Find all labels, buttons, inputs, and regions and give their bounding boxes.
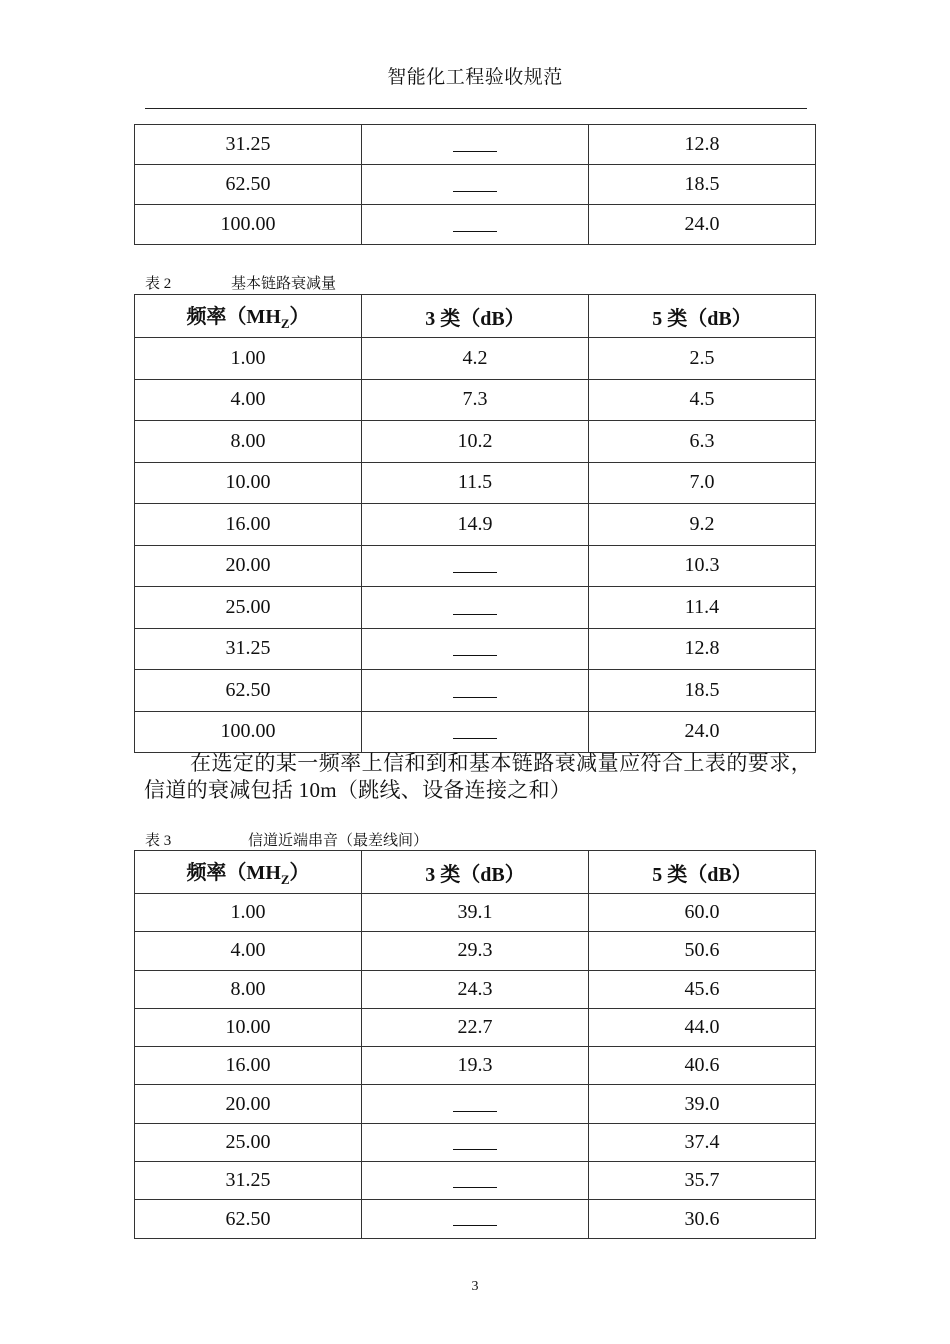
blank-line (453, 139, 497, 152)
table-cell: 31.25 (135, 628, 362, 670)
table-cell: 4.00 (135, 379, 362, 421)
table-cell: 20.00 (135, 545, 362, 587)
table-row (135, 670, 816, 712)
table-cell: 9.2 (589, 504, 816, 546)
table-2-caption (145, 272, 336, 293)
table-cell: 62.50 (135, 1200, 362, 1238)
table-row (135, 205, 816, 245)
table-row (135, 1008, 816, 1046)
table-cell: 44.0 (589, 1008, 816, 1046)
table-cell: 31.25 (135, 125, 362, 165)
table-cell: 8.00 (135, 421, 362, 463)
table-cell: 2.5 (589, 338, 816, 380)
empty-dash-cell (362, 711, 589, 753)
table-cell: 24.0 (589, 711, 816, 753)
table-cell: 16.00 (135, 504, 362, 546)
empty-dash-cell (362, 545, 589, 587)
table-cell: 62.50 (135, 670, 362, 712)
empty-dash-cell (362, 1162, 589, 1200)
page-header-title: 智能化工程验收规范 (387, 67, 563, 88)
table-2-basic-link-attenuation (134, 294, 816, 753)
table-cell: 50.6 (589, 932, 816, 970)
table-2-caption-title: 基本链路衰减量 (231, 276, 337, 292)
blank-line (453, 643, 497, 656)
table-row (135, 1123, 816, 1161)
table-row (135, 1085, 816, 1123)
table-cell: 39.0 (589, 1085, 816, 1123)
table-row (135, 970, 816, 1008)
empty-dash-cell (362, 628, 589, 670)
table-cell: 22.7 (362, 1008, 589, 1046)
table-cell: 10.00 (135, 462, 362, 504)
empty-dash-cell (362, 587, 589, 629)
table-cell: 8.00 (135, 970, 362, 1008)
table-cell: 62.50 (135, 165, 362, 205)
table-3-caption-title: 信道近端串音（最差线间） (248, 833, 429, 849)
table-cell: 25.00 (135, 1123, 362, 1161)
table-cell: 25.00 (135, 587, 362, 629)
table-header-row (135, 295, 816, 338)
table-row (135, 894, 816, 932)
table-cell: 6.3 (589, 421, 816, 463)
table-cell: 31.25 (135, 1162, 362, 1200)
table-cell: 4.5 (589, 379, 816, 421)
empty-dash-cell (362, 165, 589, 205)
table-cell: 24.0 (589, 205, 816, 245)
blank-line (453, 560, 497, 573)
empty-dash-cell (362, 670, 589, 712)
body-paragraph: 在选定的某一频率上信和到和基本链路衰减量应符合上表的要求，信道的衰减包括 10m（跳线、设备连接之和） (144, 751, 812, 802)
table-cell: 10.3 (589, 545, 816, 587)
empty-dash-cell (362, 1123, 589, 1161)
table-row (135, 545, 816, 587)
table-row (135, 462, 816, 504)
table-row (135, 711, 816, 753)
table-row (135, 1162, 816, 1200)
header-frequency: 频率$(MH_Z)$ (135, 851, 362, 894)
table-1-continued (134, 124, 816, 245)
table-cell: 40.6 (589, 1047, 816, 1085)
table-row (135, 628, 816, 670)
blank-line (453, 726, 497, 739)
table-row (135, 338, 816, 380)
table-row (135, 932, 816, 970)
blank-line (453, 179, 497, 192)
table-row (135, 125, 816, 165)
blank-line (453, 1099, 497, 1112)
table-cell: 10.00 (135, 1008, 362, 1046)
table-cell: 14.9 (362, 504, 589, 546)
table-cell: 4.2 (362, 338, 589, 380)
table-row (135, 504, 816, 546)
table-cell: 18.5 (589, 670, 816, 712)
empty-dash-cell (362, 125, 589, 165)
table-row (135, 1200, 816, 1238)
table-row (135, 587, 816, 629)
table-2-caption-number: 表 2 (145, 276, 172, 292)
table-cell: 60.0 (589, 894, 816, 932)
table-3-channel-next (134, 850, 816, 1239)
table-row (135, 421, 816, 463)
table-header-row (135, 851, 816, 894)
header-cat3: 3 类（dB） (362, 295, 589, 338)
blank-line (453, 219, 497, 232)
table-cell: 12.8 (589, 628, 816, 670)
empty-dash-cell (362, 205, 589, 245)
table-row (135, 1047, 816, 1085)
table-cell: 100.00 (135, 711, 362, 753)
empty-dash-cell (362, 1085, 589, 1123)
table-3-caption (145, 829, 428, 850)
table-cell: 7.0 (589, 462, 816, 504)
table-cell: 20.00 (135, 1085, 362, 1123)
table-cell: 16.00 (135, 1047, 362, 1085)
blank-line (453, 1213, 497, 1226)
header-cat5: 5 类（dB） (589, 295, 816, 338)
table-cell: 24.3 (362, 970, 589, 1008)
header-divider (145, 108, 807, 109)
table-cell: 10.2 (362, 421, 589, 463)
table-cell: 100.00 (135, 205, 362, 245)
table-cell: 37.4 (589, 1123, 816, 1161)
table-cell: 1.00 (135, 894, 362, 932)
table-cell: 19.3 (362, 1047, 589, 1085)
table-cell: 18.5 (589, 165, 816, 205)
table-cell: 39.1 (362, 894, 589, 932)
table-cell: 1.00 (135, 338, 362, 380)
blank-line (453, 1137, 497, 1150)
header-cat3: 3 类（dB） (362, 851, 589, 894)
table-3-caption-number: 表 3 (145, 833, 172, 849)
table-cell: 11.5 (362, 462, 589, 504)
header-cat5: 5 类（dB） (589, 851, 816, 894)
empty-dash-cell (362, 1200, 589, 1238)
table-cell: 4.00 (135, 932, 362, 970)
table-cell: 12.8 (589, 125, 816, 165)
blank-line (453, 685, 497, 698)
table-row (135, 165, 816, 205)
blank-line (453, 602, 497, 615)
header-frequency: 频率$(MH_Z)$ (135, 295, 362, 338)
table-cell: 29.3 (362, 932, 589, 970)
table-cell: 7.3 (362, 379, 589, 421)
table-cell: 35.7 (589, 1162, 816, 1200)
table-cell: 11.4 (589, 587, 816, 629)
page-number: 3 (471, 1279, 479, 1294)
table-row (135, 379, 816, 421)
blank-line (453, 1175, 497, 1188)
table-cell: 45.6 (589, 970, 816, 1008)
table-cell: 30.6 (589, 1200, 816, 1238)
